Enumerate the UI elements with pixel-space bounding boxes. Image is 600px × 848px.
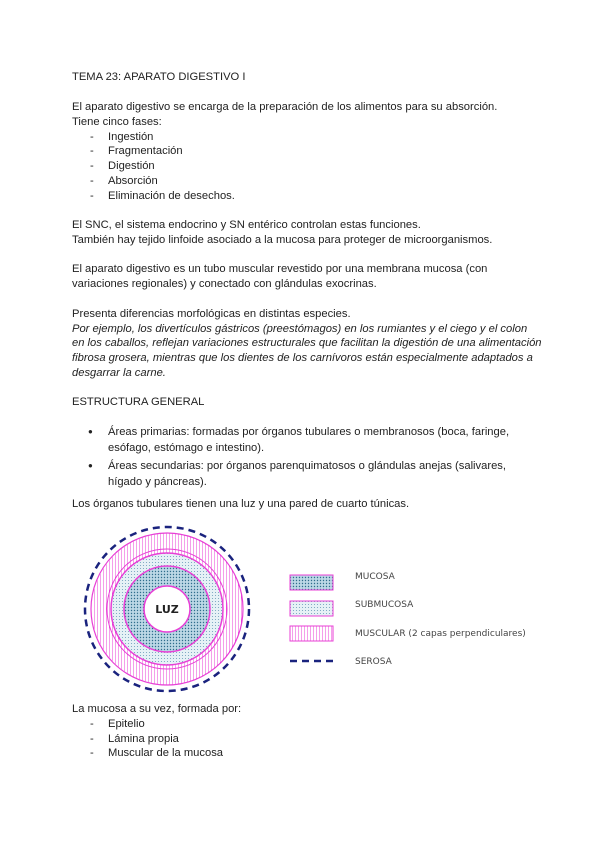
structure-list [72, 424, 542, 490]
list-item: - Muscular de la mucosa [72, 746, 542, 761]
structure-heading [72, 395, 542, 410]
lumen-label: LUZ [155, 603, 179, 616]
legend-swatch-mucosa [290, 575, 333, 590]
control-line-1: El SNC, el sistema endocrino y SN entérico controlan estas funciones. [72, 219, 421, 231]
tubular-text: Los órganos tubulares tienen una luz y una pared de cuarto túnicas. [72, 498, 410, 510]
list-item: - Absorción [72, 174, 542, 189]
morph-example: Por ejemplo, los divertículos gástricos (preestómagos) en los rumiantes y el ciego y el colon en los caballos, reflejan variaciones estructurales que facilitan la digestión de una alimentación fibrosa grosera, mientras que los dientes de los carnívoros están especialmente adaptados a desgarrar la carne. [72, 322, 542, 379]
legend-label-serosa: SEROSA [355, 657, 392, 667]
structure-heading-text: ESTRUCTURA GENERAL [72, 396, 205, 408]
intro-section [72, 100, 542, 204]
legend-label-submucosa: SUBMUCOSA [355, 600, 414, 610]
list-item: - Digestión [72, 159, 542, 174]
list-item: - Lámina propia [72, 732, 542, 747]
list-item: ● Áreas primarias: formadas por órganos tubulares o membranosos (boca, faringe, esófago, estómago e intestino). [72, 424, 542, 456]
list-item: - Ingestión [72, 130, 542, 145]
title-text: TEMA 23: APARATO DIGESTIVO I [72, 71, 246, 83]
control-section [72, 218, 542, 248]
morph-line: Presenta diferencias morfológicas en distintas especies. [72, 308, 351, 320]
phases-list [72, 130, 542, 204]
tubular-paragraph [72, 497, 542, 512]
legend-swatch-submucosa [290, 601, 333, 616]
list-item: - Eliminación de desechos. [72, 189, 542, 204]
tube-paragraph [72, 262, 542, 292]
mucosa-list [72, 717, 542, 761]
tunics-diagram [70, 525, 540, 695]
list-item: - Epitelio [72, 717, 542, 732]
list-item: - Fragmentación [72, 144, 542, 159]
intro-line-2: Tiene cinco fases: [72, 115, 162, 128]
legend-label-muscular: MUSCULAR (2 capas perpendiculares) [355, 629, 526, 639]
intro-line-1: El aparato digestivo se encarga de la preparación de los alimentos para su absorción. [72, 101, 498, 113]
mucosa-section [72, 702, 542, 761]
list-item: ● Áreas secundarias: por órganos parenquimatosos o glándulas anejas (salivares, hígado y páncreas). [72, 458, 542, 490]
page-title [72, 70, 542, 85]
control-line-2: También hay tejido linfoide asociado a la mucosa para proteger de microorganismos. [72, 233, 493, 246]
tube-text: El aparato digestivo es un tubo muscular revestido por una membrana mucosa (con variaciones regionales) y conectado con glándulas exocrinas. [72, 263, 488, 290]
structure-section [72, 424, 542, 492]
mucosa-line: La mucosa a su vez, formada por: [72, 703, 242, 715]
legend-label-mucosa: MUCOSA [355, 572, 395, 582]
morphology-section [72, 307, 542, 380]
legend-swatch-muscular [290, 626, 333, 641]
